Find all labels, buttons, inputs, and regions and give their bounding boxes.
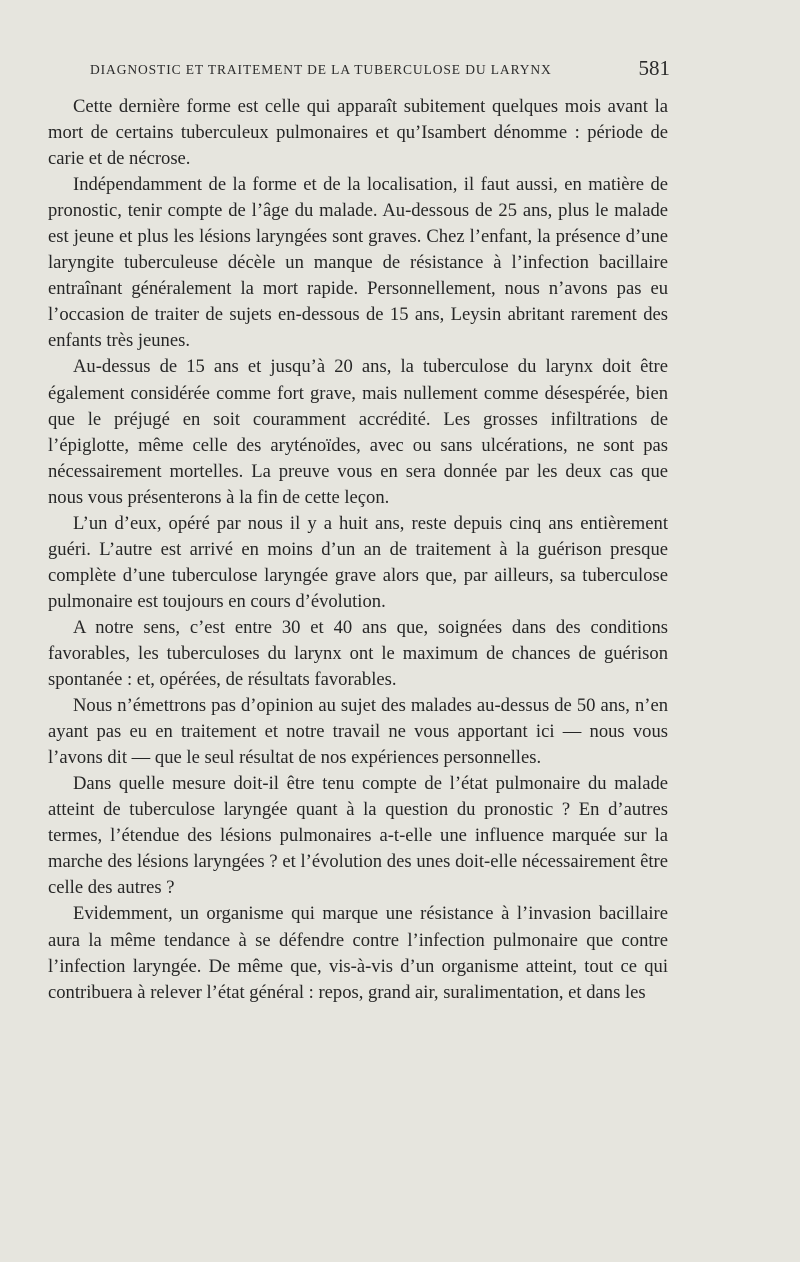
page-number: 581 — [638, 56, 670, 80]
paragraph-age-prognosis: Indépendamment de la forme et de la localisation, il faut aussi, en matière de pronostic, tenir compte de l’âge du malade. Au-dessous de 25 ans, plus le malade est jeune et plus les lésions laryngées sont graves. Chez l’enfant, la présence d’une laryngite tuberculeuse décèle un manque de résistance à l’infection bacillaire entraînant généralement la mort rapide. Personnellement, nous n’avons pas eu l’occasion de traiter de sujets en-dessous de 15 ans, Leysin abritant rarement des enfants très jeunes. — [48, 174, 668, 352]
paragraph-cured-cases: L’un d’eux, opéré par nous il y a huit ans, reste depuis cinq ans entièrement guéri. L’autre est arrivé en moins d’un an de traitement à la guérison presque complète d’une tuberculose laryngée grave alors que, par ailleurs, sa tuberculose pulmonaire est toujours en cours d’évolution. — [48, 512, 668, 612]
paragraph-fifteen-to-twenty: Au-dessus de 15 ans et jusqu’à 20 ans, la tuberculose du larynx doit être également considérée comme fort grave, mais nullement comme désespérée, bien que le préjugé en soit couramment accrédité. Les grosses infiltrations de l’épiglotte, même celle des aryténoïdes, avec ou sans ulcérations, ne sont pas nécessairement mortelles. La preuve vous en sera donnée par les deux cas que nous vous présenterons à la fin de cette leçon. — [48, 356, 668, 508]
paragraph-pulmonary-state: Dans quelle mesure doit-il être tenu compte de l’état pulmonaire du malade atteint de tuberculose laryngée quant à la question du pronostic ? En d’autres termes, l’étendue des lésions pulmonaires a-t-elle une influence marquée sur la marche des lésions laryngées ? et l’évolution des unes doit-elle nécessairement être celle des autres ? — [48, 773, 668, 899]
paragraph-thirty-to-forty: A notre sens, c’est entre 30 et 40 ans que, soignées dans des conditions favorables, les tuberculoses du larynx ont le maximum de chances de guérison spontanée : et, opérées, de résultats favorables. — [48, 616, 668, 691]
paragraph-late-form: Cette dernière forme est celle qui apparaît subitement quelques mois avant la mort de certains tuberculeux pulmonaires et qu’Isambert dénomme : période de carie et de nécrose. — [48, 96, 668, 170]
running-title: DIAGNOSTIC ET TRAITEMENT DE LA TUBERCULOSE DU LARYNX — [90, 62, 552, 77]
running-head — [90, 58, 670, 82]
body-text — [48, 94, 668, 1006]
paragraph-resistance: Evidemment, un organisme qui marque une résistance à l’invasion bacillaire aura la même tendance à se défendre contre l’infection pulmonaire que contre l’infection laryngée. De même que, vis-à-vis d’un organisme atteint, tout ce qui contribuera à relever l’état général : repos, grand air, suralimentation, et dans les — [48, 903, 668, 1003]
paragraph-over-fifty: Nous n’émettrons pas d’opinion au sujet des malades au-dessus de 50 ans, n’en ayant pas eu en traitement et notre travail ne vous apportant ici — nous vous l’avons dit — que le seul résultat de nos expériences personnelles. — [48, 695, 668, 769]
